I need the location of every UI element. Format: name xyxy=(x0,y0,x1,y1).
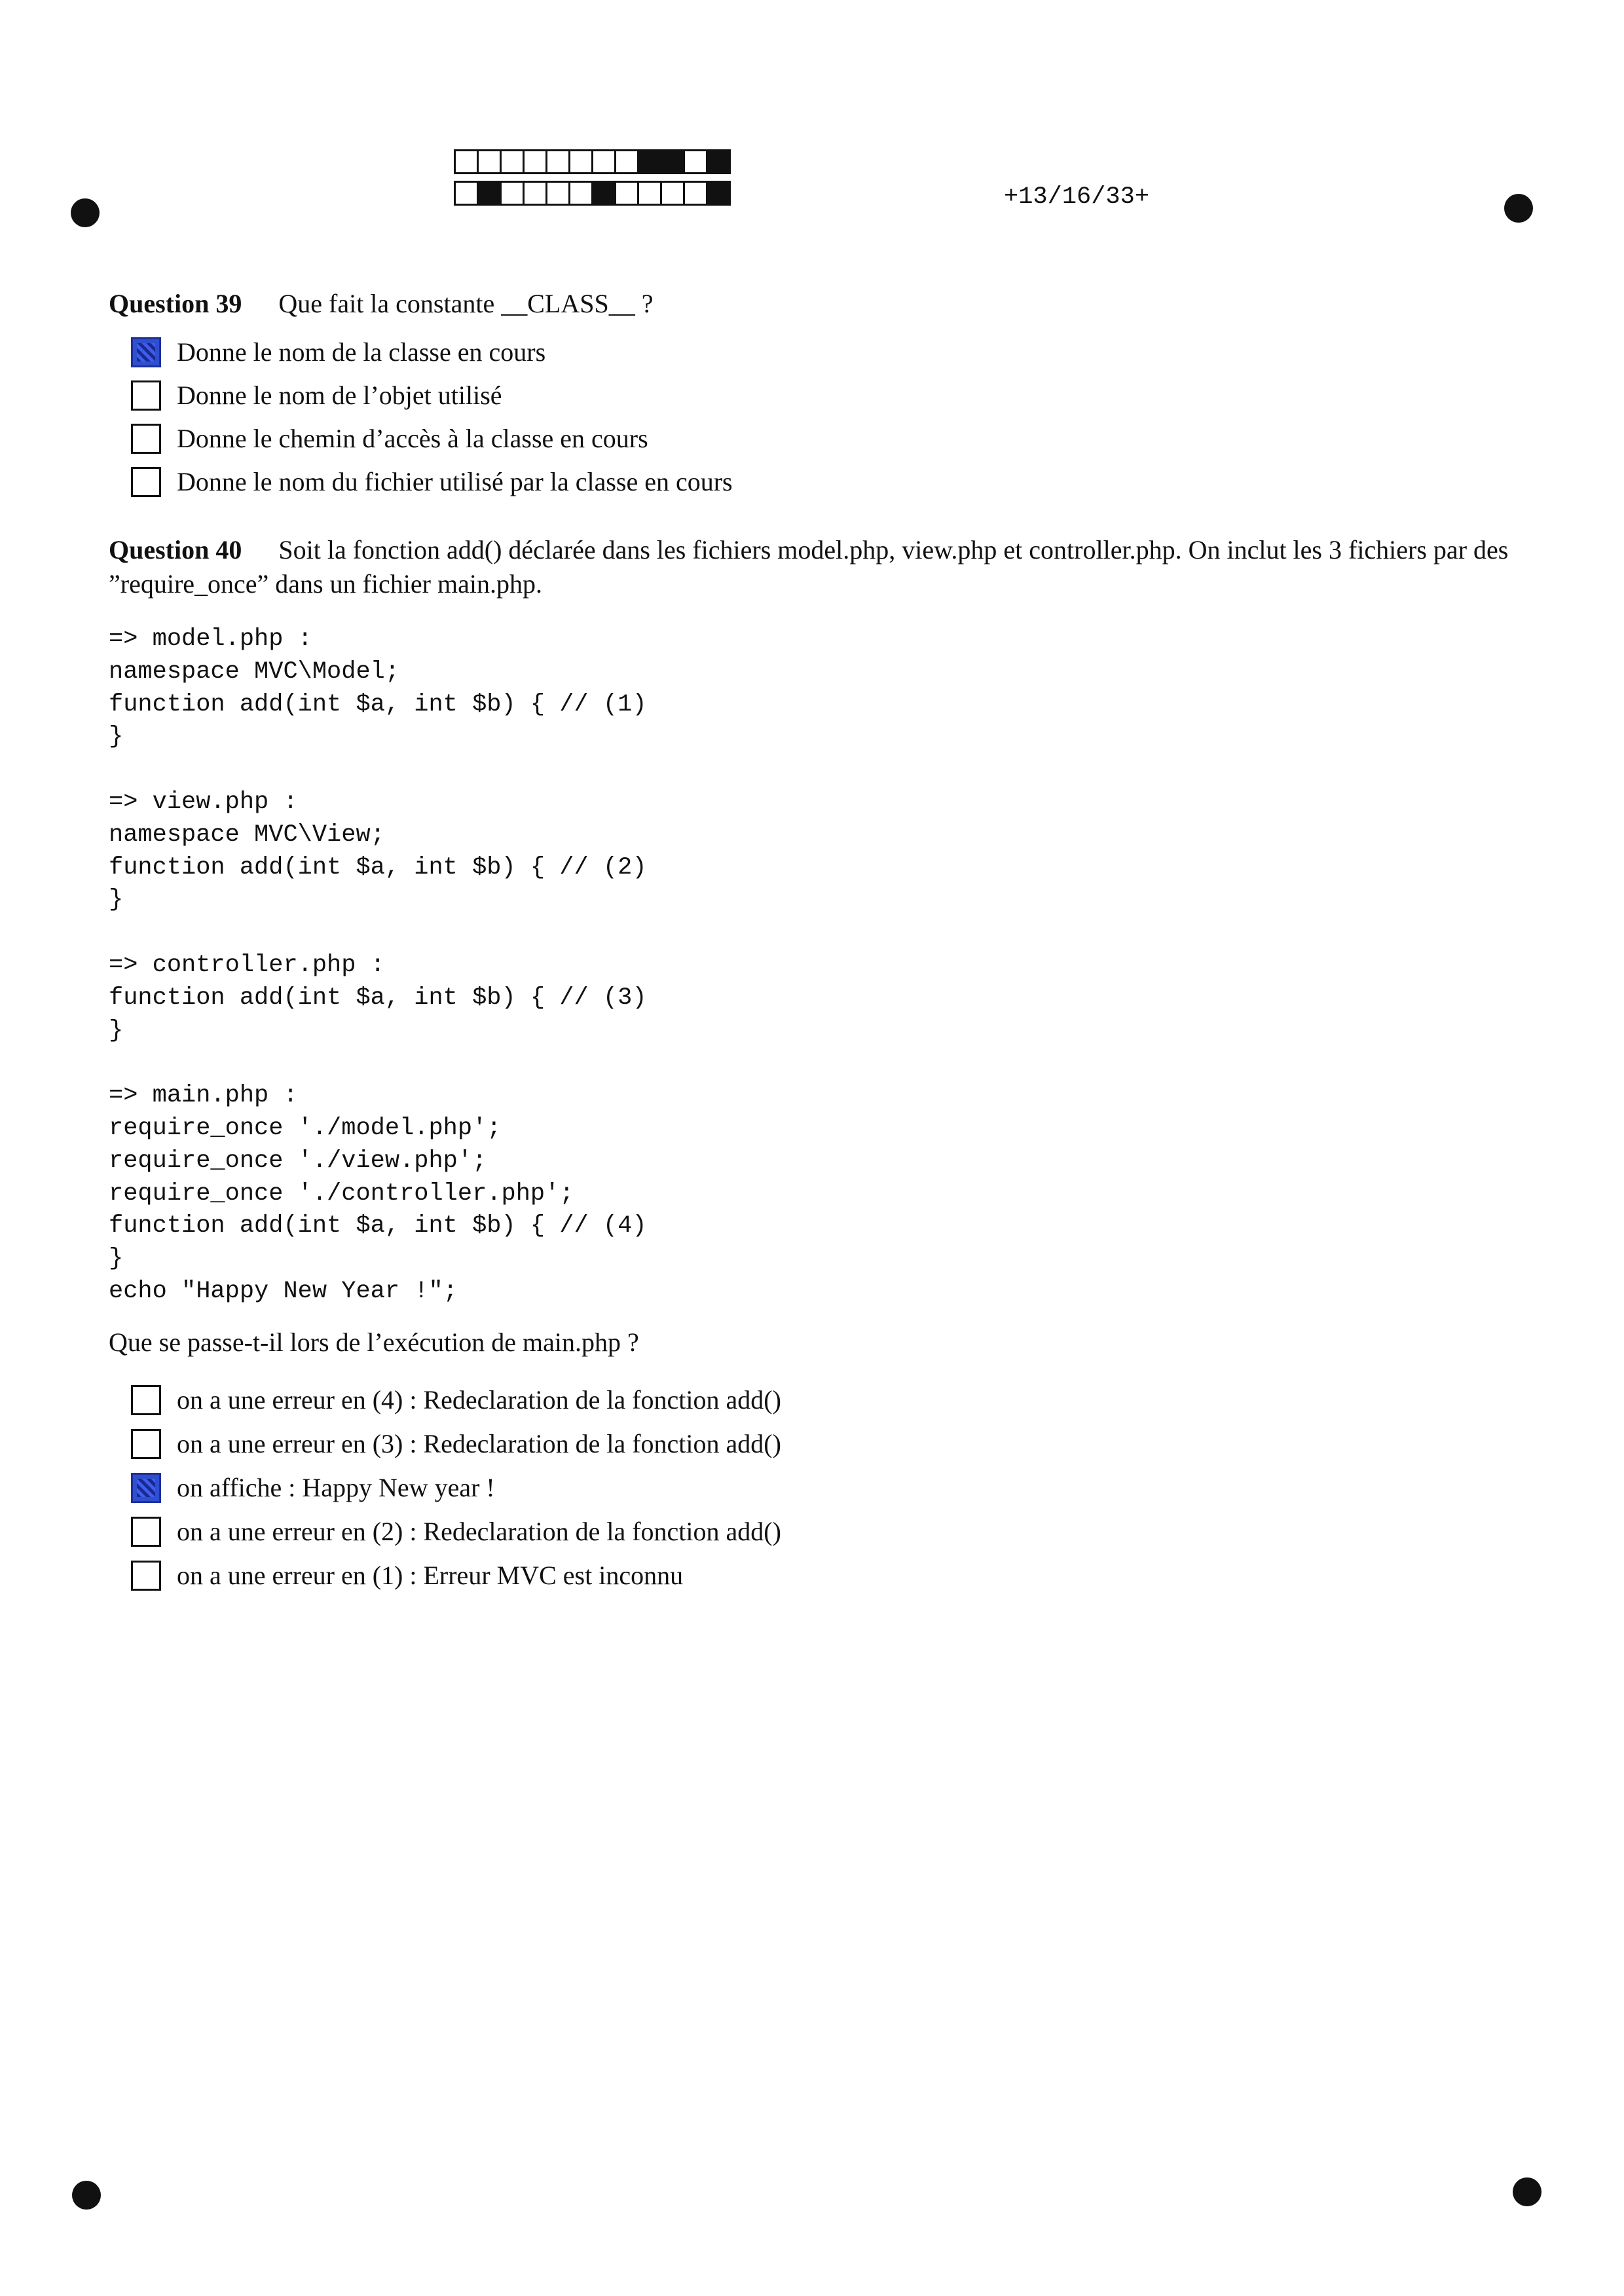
barcode-cell xyxy=(545,181,570,206)
checkbox[interactable] xyxy=(131,1473,161,1503)
barcode-cell xyxy=(454,181,479,206)
barcode-cell xyxy=(706,181,731,206)
page-id: +13/16/33+ xyxy=(1004,183,1150,211)
barcode-row-2 xyxy=(454,181,729,206)
barcode-cell xyxy=(523,149,547,174)
q40-option-2[interactable] xyxy=(131,1428,781,1459)
checkbox[interactable] xyxy=(131,337,161,367)
barcode-cell xyxy=(500,181,525,206)
code-block: => model.php : namespace MVC\Model; function add(int $a, int $b) { // (1) } => view.php : namespace MVC\View; function add(int $a, int $b) { // (2) } => controller.php : function add(int $a, int $b) { // (3) } => main.php : require_once './model.php'; require_once './view.php'; require_once './controller.php'; function add(int $a, int $b) { // (4) } echo "Happy New Year !"; xyxy=(109,625,647,1305)
barcode-cell xyxy=(568,149,593,174)
barcode-cell xyxy=(706,149,731,174)
q40-option-1[interactable] xyxy=(131,1384,781,1415)
corner-marker-bottom-right xyxy=(1513,2177,1541,2206)
checkbox[interactable] xyxy=(131,1385,161,1415)
option-label: on a une erreur en (3) : Redeclaration de la fonction add() xyxy=(177,1429,781,1458)
barcode-cell xyxy=(683,149,708,174)
barcode-cell xyxy=(683,181,708,206)
question-39-title xyxy=(109,287,653,321)
question-text: Que fait la constante __CLASS__ ? xyxy=(278,289,654,318)
barcode-cell xyxy=(591,149,616,174)
q40-option-5[interactable] xyxy=(131,1560,683,1591)
barcode-cell xyxy=(523,181,547,206)
barcode-cell xyxy=(660,149,685,174)
question-text: Soit la fonction add() déclarée dans les fichiers model.php, view.php et controller.php. On inclut les 3 fichiers par des ”require_once” dans un fichier main.php. xyxy=(109,535,1509,599)
option-label: on affiche : Happy New year ! xyxy=(177,1473,495,1502)
checkbox[interactable] xyxy=(131,1429,161,1459)
question-number: Question 40 xyxy=(109,535,242,565)
q39-option-4[interactable] xyxy=(131,466,733,497)
barcode-cell xyxy=(454,149,479,174)
q40-option-3[interactable] xyxy=(131,1472,495,1503)
barcode-cell xyxy=(477,149,502,174)
question-number: Question 39 xyxy=(109,289,242,318)
option-label: on a une erreur en (2) : Redeclaration de la fonction add() xyxy=(177,1517,781,1546)
barcode-cell xyxy=(500,149,525,174)
corner-marker-top-right xyxy=(1504,194,1533,223)
q39-option-2[interactable] xyxy=(131,380,502,411)
barcode-row-1 xyxy=(454,149,729,174)
option-label: on a une erreur en (4) : Redeclaration de la fonction add() xyxy=(177,1385,781,1415)
checkbox[interactable] xyxy=(131,1561,161,1591)
question-40-title xyxy=(109,533,1523,601)
barcode-cell xyxy=(637,149,662,174)
corner-marker-top-left xyxy=(71,198,100,227)
option-label: Donne le nom du fichier utilisé par la classe en cours xyxy=(177,467,733,496)
barcode-cell xyxy=(591,181,616,206)
q39-option-1[interactable] xyxy=(131,337,545,367)
checkbox[interactable] xyxy=(131,1517,161,1547)
barcode-cell xyxy=(614,149,639,174)
checkbox[interactable] xyxy=(131,380,161,411)
barcode-cell xyxy=(568,181,593,206)
corner-marker-bottom-left xyxy=(72,2181,101,2210)
option-label: Donne le nom de l’objet utilisé xyxy=(177,380,502,410)
barcode-cell xyxy=(637,181,662,206)
barcode-cell xyxy=(660,181,685,206)
option-label: Donne le chemin d’accès à la classe en cours xyxy=(177,424,648,453)
checkbox[interactable] xyxy=(131,467,161,497)
option-label: Donne le nom de la classe en cours xyxy=(177,337,546,367)
q40-option-4[interactable] xyxy=(131,1516,781,1547)
barcode-cell xyxy=(614,181,639,206)
barcode-cell xyxy=(477,181,502,206)
q39-option-3[interactable] xyxy=(131,423,648,454)
question-40-prompt: Que se passe-t-il lors de l’exécution de main.php ? xyxy=(109,1327,639,1357)
checkbox[interactable] xyxy=(131,424,161,454)
barcode-cell xyxy=(545,149,570,174)
option-label: on a une erreur en (1) : Erreur MVC est inconnu xyxy=(177,1561,684,1590)
